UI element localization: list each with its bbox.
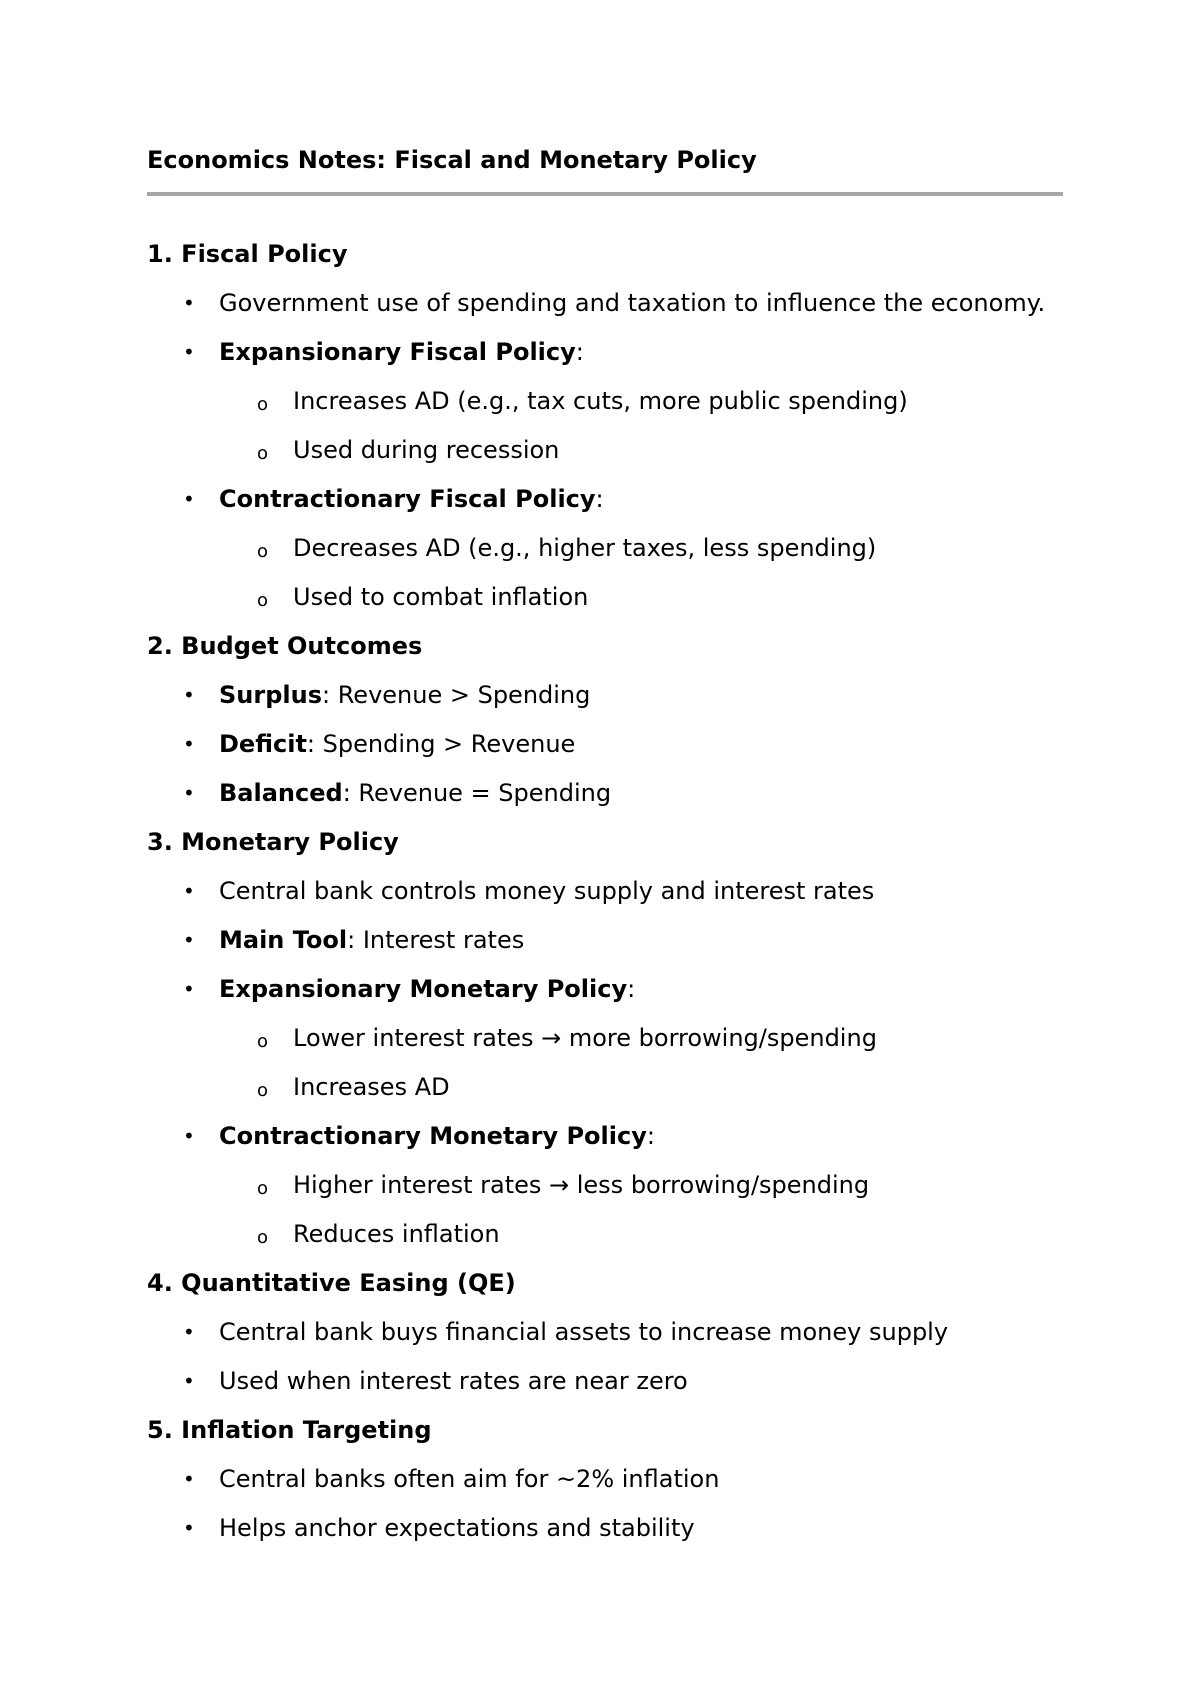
section	[147, 1259, 1063, 1406]
sub-list-item	[147, 377, 1063, 426]
item-text: : Revenue = Spending	[342, 779, 612, 807]
sub-bullet-icon: o	[257, 443, 269, 464]
bullet-icon: •	[183, 1467, 195, 1491]
section-heading: 4. Quantitative Easing (QE)	[147, 1269, 516, 1297]
bullet-list	[147, 279, 1063, 622]
sub-list-item	[147, 1063, 1063, 1112]
list-item	[147, 279, 1063, 328]
list-item	[147, 720, 1063, 769]
list-item	[147, 916, 1063, 965]
bullet-list	[147, 1455, 1063, 1553]
section-heading: 3. Monetary Policy	[147, 828, 399, 856]
sub-bullet-icon: o	[257, 1031, 269, 1052]
item-term: Contractionary Fiscal Policy	[219, 485, 596, 513]
sub-list-item	[147, 573, 1063, 622]
list-item	[147, 1455, 1063, 1504]
bullet-icon: •	[183, 487, 195, 511]
item-text: Lower interest rates → more borrowing/spending	[293, 1024, 877, 1052]
bullet-icon: •	[183, 1369, 195, 1393]
item-text: Higher interest rates → less borrowing/spending	[293, 1171, 870, 1199]
section	[147, 818, 1063, 1259]
bullet-list	[147, 1308, 1063, 1406]
bullet-icon: •	[183, 683, 195, 707]
item-text: Decreases AD (e.g., higher taxes, less spending)	[293, 534, 877, 562]
bullet-icon: •	[183, 781, 195, 805]
list-item	[147, 1308, 1063, 1357]
sub-list-item	[147, 1161, 1063, 1210]
bullet-icon: •	[183, 291, 195, 315]
list-item	[147, 1504, 1063, 1553]
item-text: Reduces inflation	[293, 1220, 500, 1248]
sub-list-item	[147, 1210, 1063, 1259]
item-term: Deficit	[219, 730, 307, 758]
item-text: : Interest rates	[347, 926, 525, 954]
sub-bullet-icon: o	[257, 541, 269, 562]
bullet-icon: •	[183, 879, 195, 903]
item-text: Used when interest rates are near zero	[219, 1367, 688, 1395]
title-divider	[147, 192, 1063, 196]
item-term: Expansionary Monetary Policy	[219, 975, 628, 1003]
item-text: Central bank buys financial assets to increase money supply	[219, 1318, 949, 1346]
list-item	[147, 867, 1063, 916]
item-text: :	[595, 485, 604, 513]
item-text: Government use of spending and taxation to influence the economy.	[219, 289, 1046, 317]
sub-bullet-icon: o	[257, 394, 269, 415]
section	[147, 1406, 1063, 1553]
bullet-list	[147, 867, 1063, 1259]
item-text: Used during recession	[293, 436, 560, 464]
document-page	[147, 138, 1063, 1553]
list-item	[147, 965, 1063, 1014]
list-item	[147, 328, 1063, 377]
sub-bullet-icon: o	[257, 1227, 269, 1248]
section	[147, 230, 1063, 622]
sub-bullet-icon: o	[257, 1178, 269, 1199]
item-text: :	[627, 975, 636, 1003]
item-text: Central banks often aim for ~2% inflation	[219, 1465, 720, 1493]
section-heading: 5. Inflation Targeting	[147, 1416, 432, 1444]
bullet-icon: •	[183, 1320, 195, 1344]
sub-bullet-icon: o	[257, 590, 269, 611]
bullet-icon: •	[183, 1516, 195, 1540]
list-item	[147, 671, 1063, 720]
document-body	[147, 230, 1063, 1553]
section	[147, 622, 1063, 818]
bullet-icon: •	[183, 1124, 195, 1148]
item-text: Increases AD	[293, 1073, 450, 1101]
list-item	[147, 769, 1063, 818]
item-text: Helps anchor expectations and stability	[219, 1514, 695, 1542]
item-term: Main Tool	[219, 926, 348, 954]
bullet-icon: •	[183, 977, 195, 1001]
sub-list-item	[147, 524, 1063, 573]
item-text: : Revenue > Spending	[321, 681, 591, 709]
list-item	[147, 1357, 1063, 1406]
sub-list-item	[147, 426, 1063, 475]
bullet-list	[147, 671, 1063, 818]
sub-list-item	[147, 1014, 1063, 1063]
item-term: Contractionary Monetary Policy	[219, 1122, 647, 1150]
bullet-icon: •	[183, 340, 195, 364]
sub-bullet-icon: o	[257, 1080, 269, 1101]
item-text: :	[646, 1122, 655, 1150]
item-text: : Spending > Revenue	[306, 730, 576, 758]
document-title: Economics Notes: Fiscal and Monetary Policy	[147, 146, 757, 174]
item-term: Expansionary Fiscal Policy	[219, 338, 576, 366]
list-item	[147, 1112, 1063, 1161]
bullet-icon: •	[183, 928, 195, 952]
section-heading: 1. Fiscal Policy	[147, 240, 348, 268]
item-term: Surplus	[219, 681, 322, 709]
list-item	[147, 475, 1063, 524]
item-term: Balanced	[219, 779, 343, 807]
item-text: Increases AD (e.g., tax cuts, more public spending)	[293, 387, 908, 415]
item-text: Used to combat inflation	[293, 583, 589, 611]
item-text: Central bank controls money supply and interest rates	[219, 877, 875, 905]
section-heading: 2. Budget Outcomes	[147, 632, 423, 660]
bullet-icon: •	[183, 732, 195, 756]
item-text: :	[575, 338, 584, 366]
